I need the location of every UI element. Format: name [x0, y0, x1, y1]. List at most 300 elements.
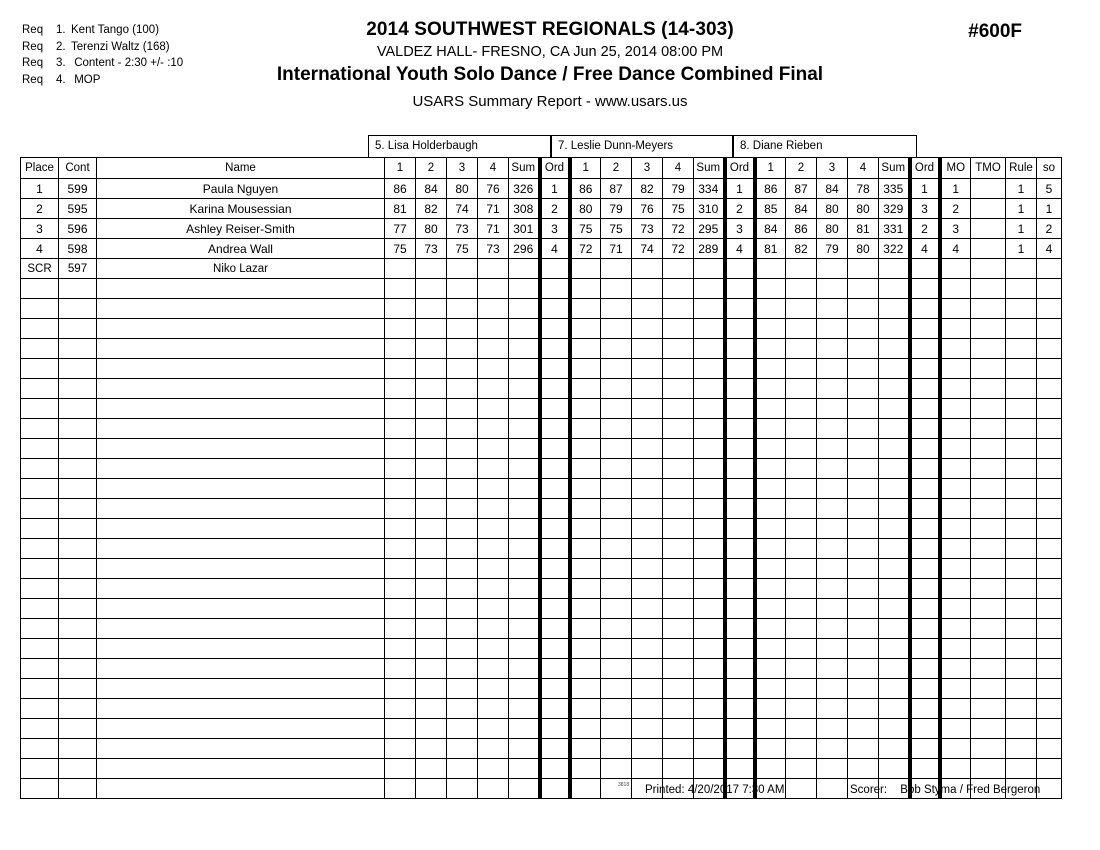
- cell-j2-s2: [601, 419, 632, 439]
- cell-j3-sum: [879, 539, 910, 559]
- table-row: [21, 199, 1062, 219]
- cell-place: 3: [21, 219, 59, 239]
- cell-j2-s3: [632, 639, 663, 659]
- table-row-empty: [21, 339, 1062, 359]
- cell-cont: [59, 679, 97, 699]
- cell-j2-s2: [601, 599, 632, 619]
- cell-j3-s4: [848, 559, 879, 579]
- cell-j2-s2: [601, 719, 632, 739]
- cell-rule: [1006, 619, 1037, 639]
- cell-j3-s4: 78: [848, 179, 879, 199]
- cell-j1-s1: [385, 459, 416, 479]
- cell-j2-s2: [601, 699, 632, 719]
- cell-j1-sum: [509, 759, 540, 779]
- cell-cont: [59, 319, 97, 339]
- cell-j3-s1: 84: [755, 219, 786, 239]
- requirement-label: Req: [22, 57, 44, 69]
- cell-j3-s2: [786, 259, 817, 279]
- cell-j2-s4: [663, 399, 694, 419]
- cell-rule: [1006, 439, 1037, 459]
- table-row-empty: [21, 299, 1062, 319]
- cell-j2-s1: [570, 419, 601, 439]
- cell-j1-s2: [416, 759, 447, 779]
- cell-j1-s2: [416, 359, 447, 379]
- cell-tmo: [971, 579, 1006, 599]
- cell-j1-s1: [385, 479, 416, 499]
- cell-j3-s3: [817, 679, 848, 699]
- cell-j3-sum: [879, 359, 910, 379]
- cell-j3-s4: [848, 479, 879, 499]
- cell-rule: [1006, 279, 1037, 299]
- cell-j2-s4: [663, 459, 694, 479]
- cell-j1-s2: 73: [416, 239, 447, 259]
- cell-j3-s3: [817, 479, 848, 499]
- cell-j1-sum: [509, 339, 540, 359]
- cell-j3-ord: [910, 379, 940, 399]
- cell-place: SCR: [21, 259, 59, 279]
- cell-j2-s1: [570, 659, 601, 679]
- cell-j2-ord: [725, 319, 755, 339]
- cell-j1-s2: [416, 279, 447, 299]
- cell-tmo: [971, 199, 1006, 219]
- table-row-empty: [21, 539, 1062, 559]
- cell-j2-sum: [694, 339, 725, 359]
- cell-j2-s4: [663, 559, 694, 579]
- cell-j2-ord: [725, 479, 755, 499]
- cell-j2-s2: [601, 759, 632, 779]
- cell-j1-s2: [416, 459, 447, 479]
- cell-j3-ord: [910, 579, 940, 599]
- cell-so: [1037, 459, 1062, 479]
- cell-j1-s4: [478, 319, 509, 339]
- cell-j2-s1: [570, 699, 601, 719]
- cell-so: [1037, 419, 1062, 439]
- cell-j1-s1: [385, 699, 416, 719]
- cell-j1-ord: [540, 739, 570, 759]
- cell-j1-s1: [385, 399, 416, 419]
- cell-j1-s3: [447, 359, 478, 379]
- report-footer: [20, 782, 1060, 802]
- cell-j2-s1: [570, 279, 601, 299]
- cell-j1-ord: [540, 579, 570, 599]
- table-row-empty: [21, 659, 1062, 679]
- cell-j3-ord: [910, 339, 940, 359]
- cell-j2-s4: [663, 659, 694, 679]
- cell-j1-sum: [509, 639, 540, 659]
- cell-j3-sum: 335: [879, 179, 910, 199]
- cell-j3-s1: [755, 639, 786, 659]
- cell-j3-s4: [848, 499, 879, 519]
- cell-mo: [940, 719, 971, 739]
- footer-scorer: [850, 784, 1040, 796]
- cell-j1-s4: [478, 759, 509, 779]
- cell-rule: [1006, 379, 1037, 399]
- cell-j3-ord: 3: [910, 199, 940, 219]
- cell-cont: [59, 299, 97, 319]
- cell-cont: [59, 459, 97, 479]
- cell-j2-s1: 75: [570, 219, 601, 239]
- cell-j2-s3: [632, 719, 663, 739]
- cell-j2-s1: [570, 359, 601, 379]
- cell-j1-sum: [509, 599, 540, 619]
- cell-j3-s3: [817, 759, 848, 779]
- cell-j2-s2: [601, 539, 632, 559]
- cell-j1-sum: [509, 579, 540, 599]
- cell-mo: 2: [940, 199, 971, 219]
- cell-cont: [59, 559, 97, 579]
- cell-j2-sum: 289: [694, 239, 725, 259]
- cell-rule: [1006, 319, 1037, 339]
- cell-j3-s4: [848, 539, 879, 559]
- cell-j2-s2: [601, 639, 632, 659]
- requirement-number: 4.: [56, 73, 66, 86]
- cell-tmo: [971, 639, 1006, 659]
- cell-tmo: [971, 459, 1006, 479]
- cell-j3-sum: [879, 439, 910, 459]
- cell-j3-s4: [848, 299, 879, 319]
- requirement-text: Kent Tango (100): [71, 24, 160, 36]
- cell-j1-s2: [416, 439, 447, 459]
- cell-j2-s1: [570, 259, 601, 279]
- cell-j2-s4: [663, 319, 694, 339]
- cell-j3-s2: [786, 599, 817, 619]
- cell-j2-s2: [601, 379, 632, 399]
- cell-j2-ord: 2: [725, 199, 755, 219]
- cell-j2-sum: 334: [694, 179, 725, 199]
- cell-j1-s4: [478, 479, 509, 499]
- cell-j2-s3: [632, 619, 663, 639]
- cell-j3-s2: [786, 659, 817, 679]
- cell-j2-ord: [725, 359, 755, 379]
- cell-j3-s2: [786, 279, 817, 299]
- cell-j2-sum: [694, 279, 725, 299]
- cell-so: [1037, 339, 1062, 359]
- col-j3-ord: Ord: [910, 158, 940, 179]
- cell-so: [1037, 399, 1062, 419]
- cell-j3-ord: [910, 399, 940, 419]
- cell-j1-s3: [447, 279, 478, 299]
- cell-j2-s1: [570, 379, 601, 399]
- cell-j1-s1: [385, 619, 416, 639]
- cell-cont: [59, 519, 97, 539]
- cell-tmo: [971, 759, 1006, 779]
- cell-j1-ord: [540, 759, 570, 779]
- cell-j2-sum: [694, 739, 725, 759]
- cell-so: [1037, 739, 1062, 759]
- cell-j2-ord: [725, 259, 755, 279]
- cell-j3-sum: [879, 559, 910, 579]
- cell-rule: [1006, 479, 1037, 499]
- cell-j2-s2: 87: [601, 179, 632, 199]
- cell-j3-s4: [848, 659, 879, 679]
- cell-mo: [940, 499, 971, 519]
- cell-name: Paula Nguyen: [97, 179, 385, 199]
- cell-name: [97, 399, 385, 419]
- cell-tmo: [971, 659, 1006, 679]
- table-row-empty: [21, 439, 1062, 459]
- cell-j1-ord: [540, 279, 570, 299]
- report-header: [0, 18, 1100, 114]
- cell-j1-ord: [540, 419, 570, 439]
- cell-j2-s4: [663, 699, 694, 719]
- cell-j1-s2: [416, 539, 447, 559]
- cell-j2-s4: [663, 739, 694, 759]
- cell-j1-s2: [416, 659, 447, 679]
- cell-j1-s2: [416, 599, 447, 619]
- cell-place: 4: [21, 239, 59, 259]
- cell-place: [21, 699, 59, 719]
- cell-j3-ord: [910, 739, 940, 759]
- cell-j1-s4: [478, 379, 509, 399]
- cell-name: [97, 559, 385, 579]
- cell-j1-ord: [540, 499, 570, 519]
- cell-cont: [59, 619, 97, 639]
- cell-j1-s3: [447, 439, 478, 459]
- cell-j3-s1: [755, 299, 786, 319]
- cell-place: [21, 679, 59, 699]
- cell-j2-s2: [601, 339, 632, 359]
- cell-j3-s1: [755, 699, 786, 719]
- cell-place: [21, 419, 59, 439]
- cell-j1-s4: [478, 359, 509, 379]
- cell-place: 1: [21, 179, 59, 199]
- cell-j1-sum: 296: [509, 239, 540, 259]
- cell-place: [21, 739, 59, 759]
- cell-j2-s4: [663, 539, 694, 559]
- cell-j3-s3: 79: [817, 239, 848, 259]
- cell-name: [97, 279, 385, 299]
- cell-j1-ord: [540, 559, 570, 579]
- event-title: International Youth Solo Dance / Free Dance Combined Final: [276, 64, 824, 85]
- cell-cont: [59, 659, 97, 679]
- cell-j1-s1: 77: [385, 219, 416, 239]
- cell-tmo: [971, 339, 1006, 359]
- cell-j2-sum: [694, 399, 725, 419]
- cell-j1-sum: [509, 459, 540, 479]
- cell-j1-s1: [385, 679, 416, 699]
- cell-rule: [1006, 499, 1037, 519]
- cell-j3-sum: [879, 279, 910, 299]
- cell-j2-s3: [632, 519, 663, 539]
- cell-cont: [59, 539, 97, 559]
- cell-j2-s4: [663, 379, 694, 399]
- cell-j2-s3: [632, 459, 663, 479]
- cell-j2-sum: [694, 479, 725, 499]
- cell-so: 1: [1037, 199, 1062, 219]
- cell-j3-ord: [910, 599, 940, 619]
- cell-j1-s3: [447, 379, 478, 399]
- cell-j1-s2: 80: [416, 219, 447, 239]
- cell-j3-ord: [910, 499, 940, 519]
- cell-so: [1037, 719, 1062, 739]
- cell-rule: 1: [1006, 179, 1037, 199]
- cell-so: [1037, 659, 1062, 679]
- table-row-empty: [21, 739, 1062, 759]
- cell-j3-s1: [755, 339, 786, 359]
- cell-j2-ord: [725, 339, 755, 359]
- cell-j3-s1: 86: [755, 179, 786, 199]
- cell-place: [21, 339, 59, 359]
- cell-cont: [59, 399, 97, 419]
- cell-j1-s2: [416, 619, 447, 639]
- cell-j3-s1: [755, 659, 786, 679]
- cell-j1-s3: [447, 699, 478, 719]
- cell-cont: [59, 479, 97, 499]
- cell-j1-ord: [540, 639, 570, 659]
- cell-j3-s1: [755, 499, 786, 519]
- cell-j2-s2: [601, 659, 632, 679]
- cell-j3-s1: [755, 599, 786, 619]
- cell-j3-s4: [848, 679, 879, 699]
- table-row-empty: [21, 459, 1062, 479]
- cell-j1-ord: 3: [540, 219, 570, 239]
- scorer-label: Scorer:: [850, 784, 888, 796]
- cell-rule: 1: [1006, 199, 1037, 219]
- cell-place: 2: [21, 199, 59, 219]
- competition-title: 2014 SOUTHWEST REGIONALS (14-303): [366, 19, 734, 40]
- cell-j3-s4: 80: [848, 199, 879, 219]
- cell-j2-s4: [663, 339, 694, 359]
- cell-j1-s1: [385, 339, 416, 359]
- cell-name: [97, 659, 385, 679]
- cell-name: [97, 319, 385, 339]
- cell-rule: [1006, 739, 1037, 759]
- cell-place: [21, 399, 59, 419]
- cell-so: [1037, 599, 1062, 619]
- cell-name: [97, 739, 385, 759]
- cell-j1-sum: [509, 679, 540, 699]
- cell-j3-s1: [755, 719, 786, 739]
- cell-j3-sum: [879, 619, 910, 639]
- cell-j3-s3: [817, 359, 848, 379]
- cell-j3-s2: [786, 339, 817, 359]
- cell-j2-sum: [694, 259, 725, 279]
- cell-j3-s1: 85: [755, 199, 786, 219]
- cell-j1-s1: [385, 639, 416, 659]
- cell-j2-s2: 71: [601, 239, 632, 259]
- cell-j2-s2: [601, 399, 632, 419]
- cell-mo: [940, 599, 971, 619]
- cell-rule: [1006, 359, 1037, 379]
- col-j1-ord: Ord: [540, 158, 570, 179]
- cell-rule: [1006, 259, 1037, 279]
- cell-j3-s4: [848, 519, 879, 539]
- cell-j3-s3: [817, 699, 848, 719]
- cell-tmo: [971, 419, 1006, 439]
- cell-j1-s3: [447, 759, 478, 779]
- cell-j2-s2: [601, 579, 632, 599]
- cell-place: [21, 599, 59, 619]
- cell-j1-ord: [540, 519, 570, 539]
- cell-j1-s2: 84: [416, 179, 447, 199]
- footer-printed: [645, 784, 784, 796]
- cell-rule: [1006, 659, 1037, 679]
- cell-name: [97, 519, 385, 539]
- cell-j3-ord: [910, 679, 940, 699]
- requirement-text: Content - 2:30 +/- :10: [71, 57, 184, 69]
- cell-j3-s2: [786, 459, 817, 479]
- cell-j2-ord: [725, 419, 755, 439]
- cell-j3-s1: [755, 319, 786, 339]
- cell-name: [97, 719, 385, 739]
- cell-j1-s2: [416, 639, 447, 659]
- cell-j1-sum: [509, 319, 540, 339]
- table-row-empty: [21, 419, 1062, 439]
- cell-j2-s1: [570, 499, 601, 519]
- cell-j2-s3: [632, 339, 663, 359]
- cell-j1-s1: [385, 319, 416, 339]
- cell-so: 5: [1037, 179, 1062, 199]
- cell-j2-s2: [601, 679, 632, 699]
- cell-j2-s1: [570, 399, 601, 419]
- cell-name: [97, 599, 385, 619]
- cell-j1-s3: [447, 499, 478, 519]
- cell-j3-ord: 1: [910, 179, 940, 199]
- cell-j1-s1: [385, 379, 416, 399]
- cell-j2-s3: [632, 319, 663, 339]
- cell-place: [21, 499, 59, 519]
- cell-j2-s1: [570, 319, 601, 339]
- cell-j2-s1: [570, 639, 601, 659]
- cell-j1-sum: [509, 259, 540, 279]
- cell-j1-s2: [416, 699, 447, 719]
- cell-j2-s1: [570, 679, 601, 699]
- cell-j3-sum: [879, 579, 910, 599]
- cell-so: [1037, 539, 1062, 559]
- cell-j3-s3: [817, 399, 848, 419]
- cell-j1-s1: [385, 499, 416, 519]
- cell-j2-ord: [725, 439, 755, 459]
- cell-tmo: [971, 379, 1006, 399]
- cell-j1-sum: [509, 379, 540, 399]
- cell-name: [97, 539, 385, 559]
- cell-j1-s3: [447, 299, 478, 319]
- cell-so: 4: [1037, 239, 1062, 259]
- cell-tmo: [971, 479, 1006, 499]
- cell-j2-s2: [601, 619, 632, 639]
- cell-j3-s4: [848, 619, 879, 639]
- cell-j3-s1: [755, 419, 786, 439]
- requirement-number: 3.: [56, 57, 66, 69]
- cell-j1-s2: [416, 579, 447, 599]
- cell-j1-s3: [447, 319, 478, 339]
- cell-mo: [940, 439, 971, 459]
- cell-j3-ord: [910, 459, 940, 479]
- cell-mo: [940, 419, 971, 439]
- cell-j3-ord: [910, 619, 940, 639]
- cell-j1-sum: [509, 299, 540, 319]
- cell-place: [21, 519, 59, 539]
- cell-j2-ord: [725, 759, 755, 779]
- cell-j2-sum: [694, 619, 725, 639]
- cell-j3-sum: [879, 339, 910, 359]
- cell-j2-s3: [632, 539, 663, 559]
- cell-j1-s4: 73: [478, 239, 509, 259]
- cell-j2-sum: [694, 499, 725, 519]
- cell-j2-sum: [694, 459, 725, 479]
- cell-j1-s2: [416, 259, 447, 279]
- cell-j3-ord: [910, 439, 940, 459]
- cell-cont: [59, 499, 97, 519]
- cell-j2-s4: [663, 639, 694, 659]
- col-j2-sum: Sum: [694, 158, 725, 179]
- cell-j1-s2: [416, 559, 447, 579]
- cell-j3-s2: [786, 719, 817, 739]
- cell-j2-ord: [725, 639, 755, 659]
- cell-j3-s3: [817, 639, 848, 659]
- cell-j3-s4: [848, 579, 879, 599]
- judge-header-2: 7. Leslie Dunn-Meyers: [551, 135, 733, 157]
